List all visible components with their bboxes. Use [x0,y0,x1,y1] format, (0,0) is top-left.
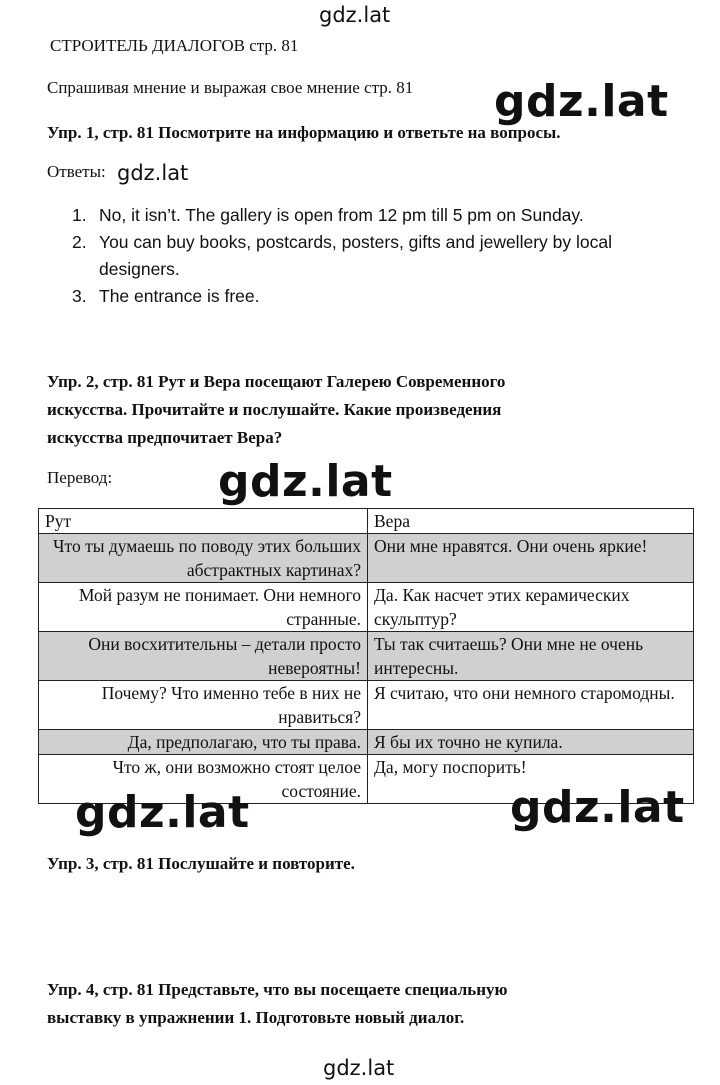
watermark-top: gdz.lat [319,3,391,27]
dialogue-table [38,508,694,804]
section-title: СТРОИТЕЛЬ ДИАЛОГОВ стр. 81 [50,36,299,55]
ex2-heading-line-3: искусства предпочитает Вера? [47,428,283,447]
vera-line: Они мне нравятся. Они очень яркие! [368,534,694,583]
watermark-after-answers: gdz.lat [117,161,189,185]
answers-list [72,202,672,310]
table-row [39,730,694,755]
list-item [72,229,672,283]
list-number: 3. [72,286,87,306]
list-item [72,283,672,310]
watermark-below-table-right: gdz.lat [510,782,685,833]
vera-line: Да. Как насчет этих керамических скульптур? [368,583,694,632]
vera-line: Да, могу поспорить! [368,755,694,804]
ruth-line: Почему? Что именно тебе в них не нравиться? [39,681,368,730]
subtitle: Спрашивая мнение и выражая свое мнение стр. 81 [47,78,414,97]
ruth-line: Они восхитительны – детали просто невероятны! [39,632,368,681]
watermark-after-translation: gdz.lat [218,456,393,507]
vera-line: Ты так считаешь? Они мне не очень интересны. [368,632,694,681]
list-item [72,202,672,229]
table-row [39,632,694,681]
list-number: 2. [72,232,87,252]
table-row [39,583,694,632]
vera-line: Я бы их точно не купила. [368,730,694,755]
header-vera: Вера [368,509,694,534]
table-row [39,681,694,730]
list-text: You can buy books, postcards, posters, gifts and jewellery by local designers. [99,232,612,279]
ruth-line: Мой разум не понимает. Они немного странные. [39,583,368,632]
header-ruth: Рут [39,509,368,534]
list-text: The entrance is free. [99,286,260,306]
ex2-heading-line-1: Упр. 2, стр. 81 Рут и Вера посещают Галерею Современного [47,372,506,391]
ex2-heading-line-2: искусства. Прочитайте и послушайте. Какие произведения [47,400,502,419]
ruth-line: Да, предполагаю, что ты права. [39,730,368,755]
list-number: 1. [72,205,87,225]
vera-line: Я считаю, что они немного старомодны. [368,681,694,730]
ruth-line: Что ты думаешь по поводу этих больших абстрактных картинах? [39,534,368,583]
translation-label: Перевод: [47,468,113,487]
table-row [39,534,694,583]
ruth-line: Что ж, они возможно стоят целое состояние. [39,755,368,804]
ex1-heading: Упр. 1, стр. 81 Посмотрите на информацию и ответьте на вопросы. [47,123,561,142]
table-header-row [39,509,694,534]
ex4-heading-line-2: выставку в упражнении 1. Подготовьте новый диалог. [47,1008,465,1027]
ex3-heading: Упр. 3, стр. 81 Послушайте и повторите. [47,854,355,873]
watermark-below-table-left: gdz.lat [75,787,250,838]
watermark-after-title: gdz.lat [494,76,669,127]
watermark-bottom: gdz.lat [323,1056,395,1080]
list-text: No, it isn’t. The gallery is open from 12 pm till 5 pm on Sunday. [99,205,584,225]
answers-label: Ответы: [47,162,106,181]
ex4-heading-line-1: Упр. 4, стр. 81 Представьте, что вы посещаете специальную [47,980,508,999]
